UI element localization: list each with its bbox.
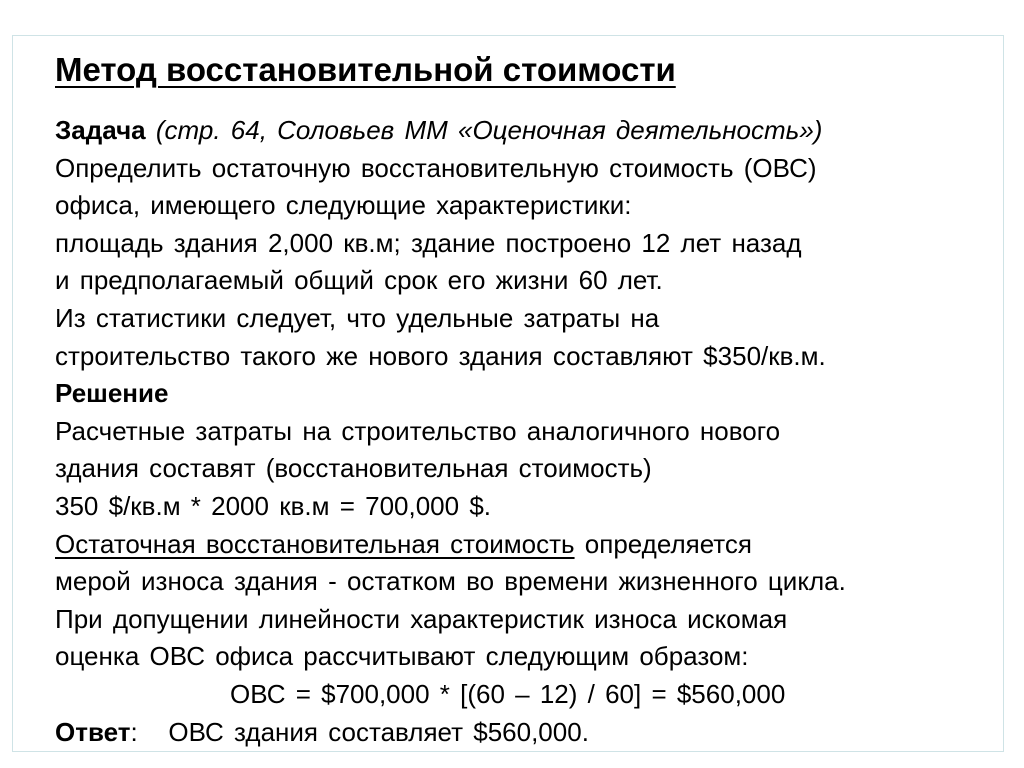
- solution-label: Решение: [55, 378, 169, 409]
- slide-content: [55, 46, 995, 751]
- solution-line: Расчетные затраты на строительство аналогичного нового: [55, 415, 781, 446]
- residual-line: [55, 526, 995, 564]
- solution-line: При допущении линейности характеристик износа искомая: [55, 603, 788, 634]
- residual-rest: определяется: [574, 528, 752, 559]
- page-title: Метод восстановительной стоимости: [55, 51, 676, 88]
- task-line: площадь здания 2,000 кв.м; здание построено 12 лет назад: [55, 227, 802, 258]
- answer-colon: :: [130, 716, 138, 747]
- formula: ОВС = $700,000 * [(60 – 12) / 60] = $560,000: [230, 678, 786, 709]
- task-line: Из статистики следует, что удельные затраты на: [55, 302, 660, 333]
- task-heading-line: [55, 112, 995, 150]
- solution-line: мерой износа здания - остатком во времени жизненного цикла.: [55, 566, 846, 597]
- answer-text: ОВС здания составляет $560,000.: [137, 716, 589, 747]
- slide: [12, 35, 1004, 752]
- solution-line: оценка ОВС офиса рассчитывают следующим образом:: [55, 641, 749, 672]
- task-label: Задача: [55, 115, 146, 145]
- task-line: и предполагаемый общий срок его жизни 60 лет.: [55, 265, 663, 296]
- solution-line: 350 $/кв.м * 2000 кв.м = 700,000 $.: [55, 490, 492, 521]
- residual-term: Остаточная восстановительная стоимость: [55, 528, 575, 559]
- task-line: офиса, имеющего следующие характеристики:: [55, 190, 632, 221]
- solution-line: здания составят (восстановительная стоимость): [55, 453, 652, 484]
- task-source: (стр. 64, Соловьев ММ «Оценочная деятельность»): [155, 115, 823, 145]
- answer-line: [55, 714, 995, 752]
- task-line: Определить остаточную восстановительную стоимость (ОВС): [55, 152, 817, 183]
- task-line: строительство такого же нового здания составляют $350/кв.м.: [55, 340, 826, 371]
- answer-label: Ответ: [55, 716, 131, 747]
